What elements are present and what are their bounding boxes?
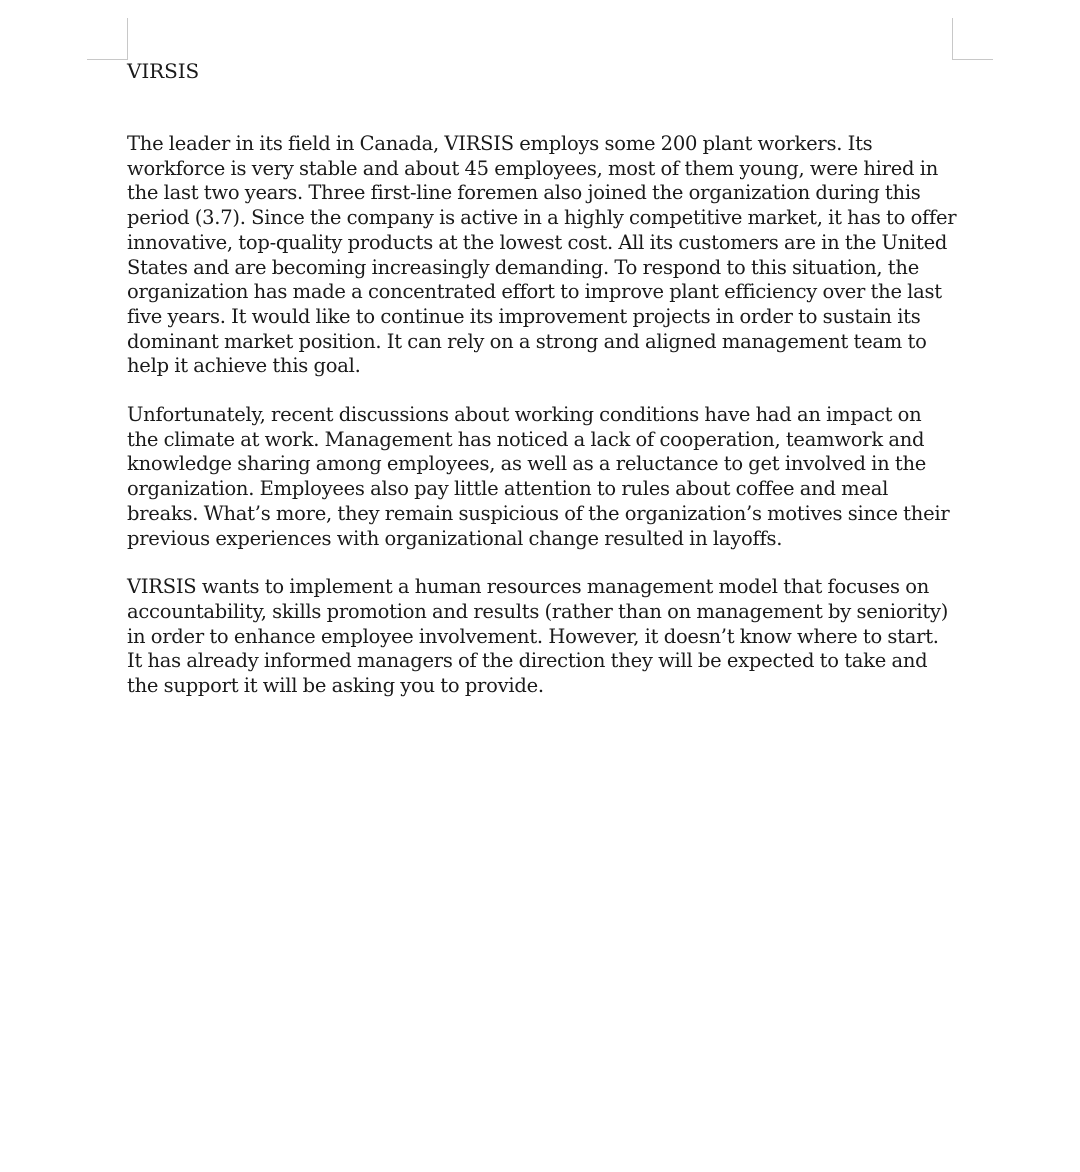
- paragraph-2: Unfortunately, recent discussions about working conditions have had an impact on the climate at work. Management has noticed a lack of cooperation, teamwork and knowledge sharing among employees, as well as a reluctance to get involved in the organization. Employees also pay little attention to rules about coffee and meal breaks. What’s more, they remain suspicious of the organization’s motives since their previous experiences with organizational change resulted in layoffs.: [127, 403, 950, 550]
- document-title: VIRSIS: [127, 59, 200, 83]
- top-left-corner-mark: [87, 18, 128, 60]
- paragraph-1: The leader in its field in Canada, VIRSIS employs some 200 plant workers. Its workforce is very stable and about 45 employees, most of them young, were hired in the last two years. Three first-line foremen also joined the organization during this period (3.7). Since the company is active in a highly competitive market, it has to offer innovative, top-quality products at the lowest cost. All its customers are in the United States and are becoming increasingly demanding. To respond to this situation, the organization has made a concentrated effort to improve plant efficiency over the last five years. It would like to continue its improvement projects in order to sustain its dominant market position. It can rely on a strong and aligned management team to help it achieve this goal.: [127, 132, 957, 378]
- paragraph-3: VIRSIS wants to implement a human resources management model that focuses on accountability, skills promotion and results (rather than on management by seniority) in order to enhance employee involvement. However, it doesn’t know where to start. It has already informed managers of the direction they will be expected to take and the support it will be asking you to provide.: [127, 575, 949, 698]
- document-body[interactable]: [127, 58, 957, 723]
- top-right-corner-mark: [952, 18, 993, 60]
